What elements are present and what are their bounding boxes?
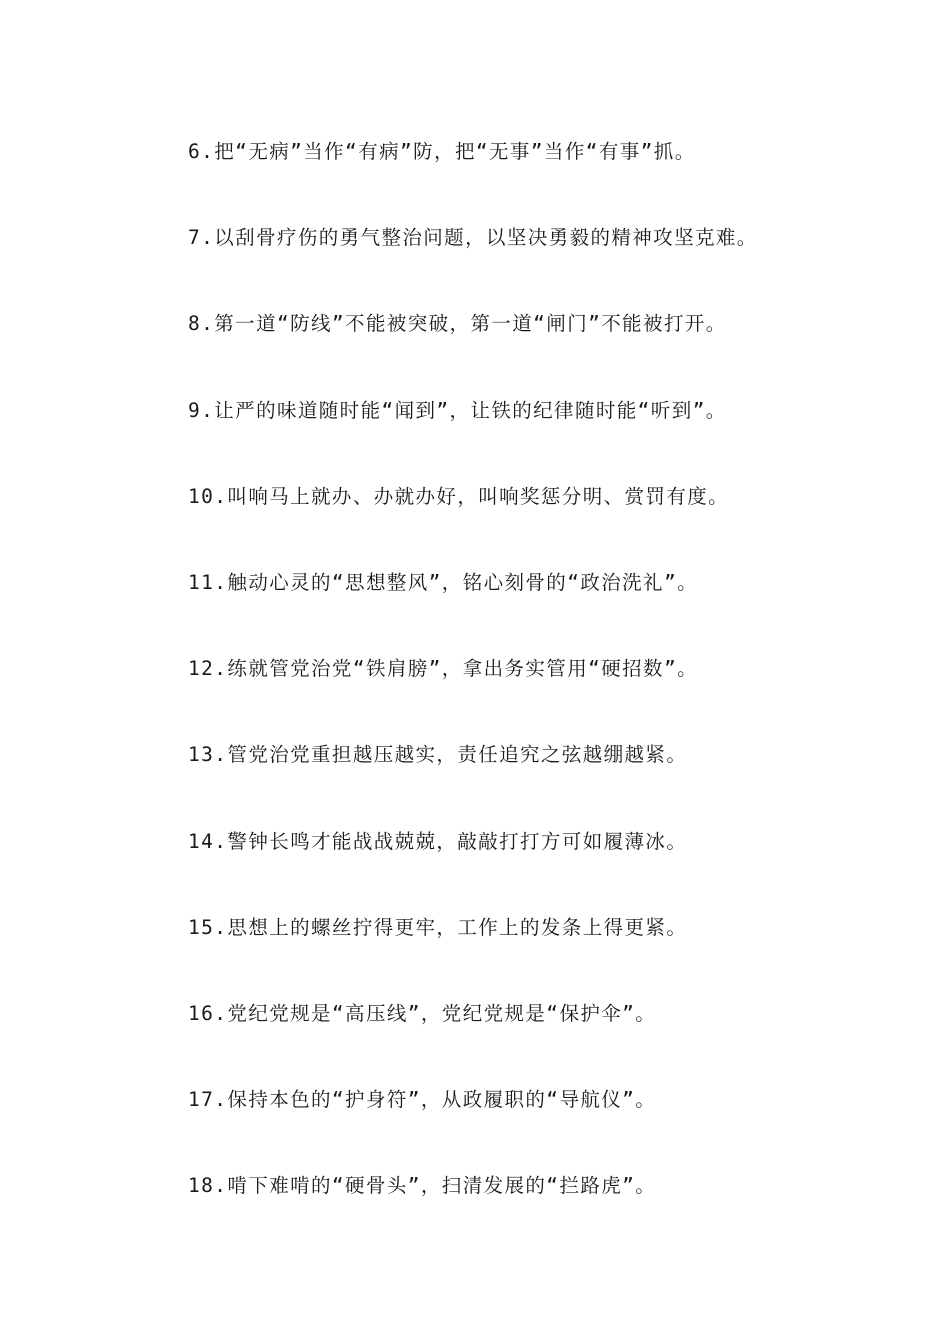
numbered-line-list xyxy=(188,133,888,1253)
list-item-18: 18.啃下难啃的“硬骨头”，扫清发展的“拦路虎”。 xyxy=(188,1174,657,1198)
list-item-10: 10.叫响马上就办、办就办好，叫响奖惩分明、赏罚有度。 xyxy=(188,484,730,508)
list-item-15: 15.思想上的螺丝拧得更牢，工作上的发条上得更紧。 xyxy=(188,915,688,939)
list-item-6: 6.把“无病”当作“有病”防，把“无事”当作“有事”抓。 xyxy=(188,140,696,163)
list-item-12: 12.练就管党治党“铁肩膀”，拿出务实管用“硬招数”。 xyxy=(188,657,698,681)
list-item-11: 11.触动心灵的“思想整风”，铭心刻骨的“政治洗礼”。 xyxy=(188,570,698,594)
list-item-16: 16.党纪党规是“高压线”，党纪党规是“保护伞”。 xyxy=(188,1001,657,1025)
list-item-7: 7.以刮骨疗伤的勇气整治问题，以坚决勇毅的精神攻坚克难。 xyxy=(188,226,758,250)
list-item-13: 13.管党治党重担越压越实，责任追究之弦越绷越紧。 xyxy=(188,743,688,767)
list-item-17: 17.保持本色的“护身符”，从政履职的“导航仪”。 xyxy=(188,1088,657,1112)
list-item-9: 9.让严的味道随时能“闻到”，让铁的纪律随时能“听到”。 xyxy=(188,398,727,422)
list-item-8: 8.第一道“防线”不能被突破，第一道“闸门”不能被打开。 xyxy=(188,312,727,336)
list-item-14: 14.警钟长鸣才能战战兢兢，敲敲打打方可如履薄冰。 xyxy=(188,829,688,853)
